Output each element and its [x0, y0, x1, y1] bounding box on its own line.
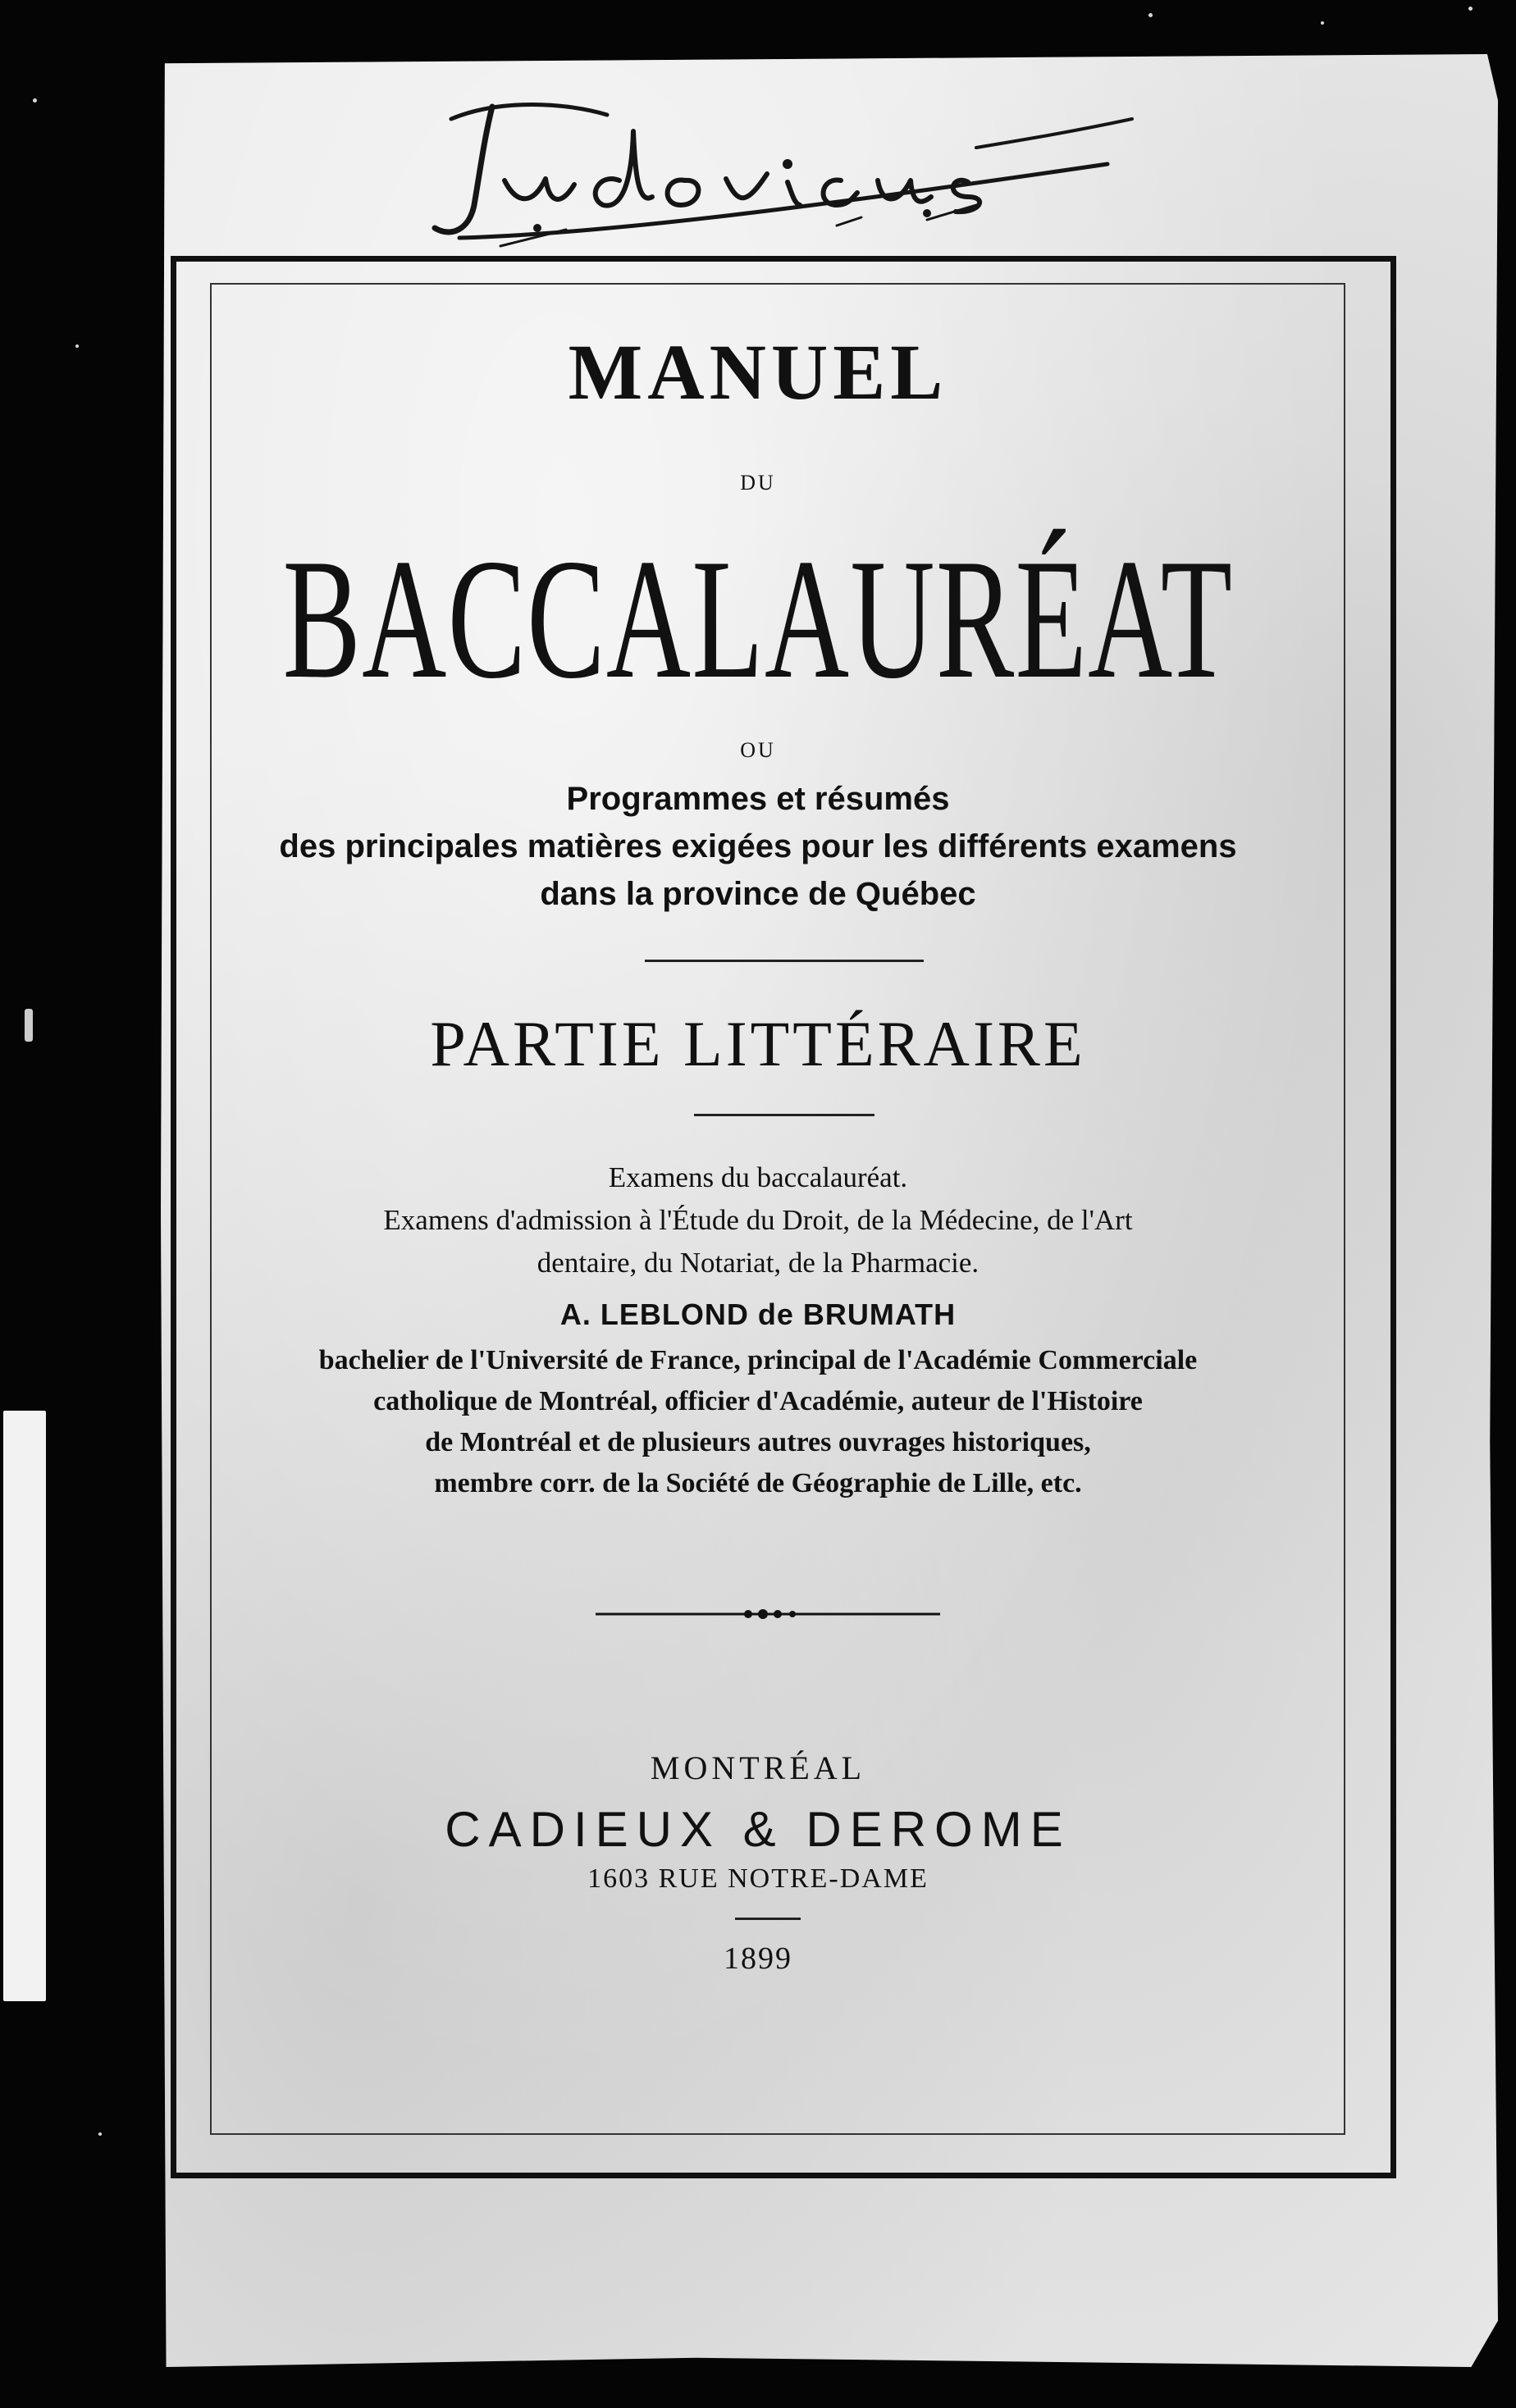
- exam-line: Examens du baccalauréat.: [608, 1161, 908, 1193]
- imprint-publisher: CADIEUX & DEROME: [445, 1802, 1071, 1857]
- author-credential: de Montréal et de plusieurs autres ouvrages historiques,: [425, 1427, 1091, 1457]
- title-baccalaureat: BACCALAURÉAT: [282, 524, 1234, 714]
- subtitle-line: des principales matières exigées pour les différents examens: [279, 828, 1237, 864]
- author-credential: membre corr. de la Société de Géographie de Lille, etc.: [434, 1468, 1082, 1498]
- dust-speck: [1468, 7, 1473, 11]
- divider-rule: [735, 1918, 801, 1920]
- exam-line: Examens d'admission à l'Étude du Droit, de la Médecine, de l'Art: [383, 1204, 1133, 1236]
- handwritten-signature: [402, 82, 1173, 254]
- dust-speck: [1321, 21, 1324, 25]
- dust-speck: [98, 2132, 102, 2136]
- exam-line: dentaire, du Notariat, de la Pharmacie.: [537, 1247, 979, 1279]
- dust-speck: [33, 98, 37, 103]
- divider-rule: [694, 1114, 874, 1116]
- dust-speck: [1148, 13, 1153, 17]
- title-ou: OU: [740, 738, 776, 762]
- author-credential: bachelier de l'Université de France, principal de l'Académie Commerciale: [318, 1345, 1198, 1375]
- title-manuel: MANUEL: [568, 328, 948, 416]
- imprint-city: MONTRÉAL: [650, 1749, 866, 1786]
- part-title: PARTIE LITTÉRAIRE: [430, 1008, 1086, 1079]
- author-name: A. LEBLOND de BRUMATH: [559, 1297, 957, 1331]
- imprint-year: 1899: [724, 1941, 792, 1976]
- imprint-address: 1603 RUE NOTRE-DAME: [587, 1863, 929, 1894]
- paper-strip: [3, 1411, 46, 2001]
- title-du: DU: [740, 471, 776, 495]
- subtitle-line: Programmes et résumés: [566, 781, 950, 817]
- subtitle-line: dans la province de Québec: [540, 876, 976, 912]
- ornament-divider: [596, 1604, 940, 1624]
- author-credential: catholique de Montréal, officier d'Académie, auteur de l'Histoire: [373, 1386, 1143, 1416]
- divider-rule: [645, 960, 924, 962]
